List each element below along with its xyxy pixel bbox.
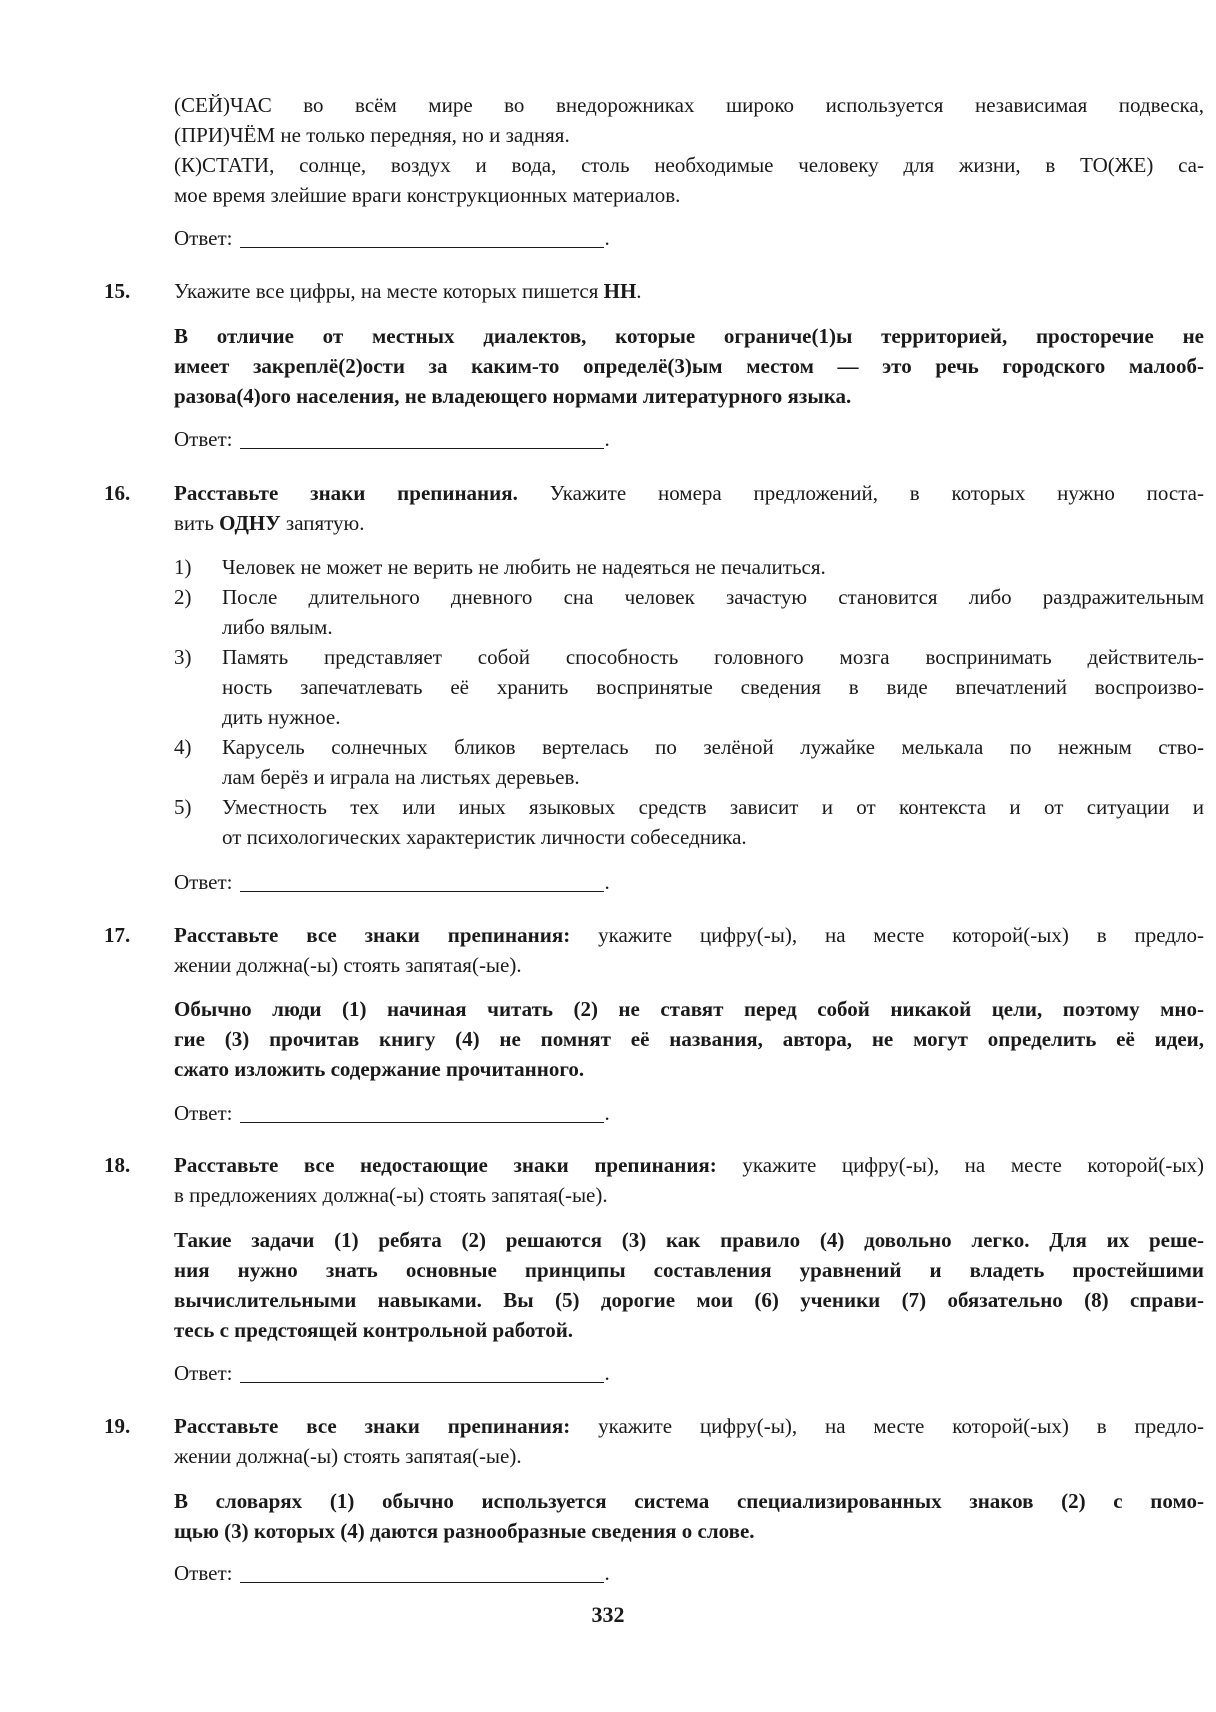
page-number: 332 <box>591 1602 625 1627</box>
task-bold: Расставьте все недостающие знаки препинания: <box>174 1153 717 1177</box>
answer-field[interactable] <box>240 1102 604 1123</box>
answer-field[interactable] <box>240 1362 604 1383</box>
item-3-line-2: ность запечатлевать её хранить воспринятые сведения в виде впечатлений воспроизво- <box>222 675 1204 699</box>
task-bold: ОДНУ <box>219 511 281 535</box>
answer-field[interactable] <box>240 871 604 892</box>
question-15-text-1: В отличие от местных диалектов, которые ограниче(1)ы территорией, просторечие не <box>174 324 1204 348</box>
intro-line-1: (СЕЙ)ЧАС во всём мире во внедорожниках широко используется независимая подвеска, <box>174 93 1204 117</box>
question-18-task-1 <box>174 1150 1204 1180</box>
task-text: укажите цифру(-ы), на месте которой(-ых) <box>716 1153 1204 1177</box>
answer-end: . <box>604 226 610 250</box>
question-16-task-1 <box>174 478 1204 508</box>
answer-label: Ответ: <box>174 427 233 451</box>
task-end: . <box>636 279 642 303</box>
question-19-task-1 <box>174 1411 1204 1441</box>
answer-line-18 <box>174 1358 610 1388</box>
item-5-line-2: от психологических характеристик личности собеседника. <box>222 825 747 849</box>
answer-line-19 <box>174 1558 610 1588</box>
answer-label: Ответ: <box>174 1561 233 1585</box>
question-17-number: 17. <box>104 923 131 947</box>
question-19-task-2: жении должна(-ы) стоять запятая(-ые). <box>174 1444 522 1468</box>
question-17-task-1 <box>174 920 1204 950</box>
item-5-number: 5) <box>174 795 192 819</box>
task-text: вить <box>174 511 220 535</box>
item-2-number: 2) <box>174 585 192 609</box>
item-4-line-2: лам берёз и играла на листьях деревьев. <box>222 765 580 789</box>
answer-end: . <box>604 1361 610 1385</box>
item-2-line-1: После длительного дневного сна человек зачастую становится либо раздражительным <box>222 585 1204 609</box>
answer-field[interactable] <box>240 1562 604 1583</box>
item-3-line-1: Память представляет собой способность головного мозга воспринимать действитель- <box>222 645 1204 669</box>
task-bold: Расставьте все знаки препинания: <box>174 923 571 947</box>
item-1-line-1: Человек не может не верить не любить не надеяться не печалиться. <box>222 555 826 579</box>
task-text: Укажите все цифры, на месте которых пишется <box>174 279 604 303</box>
answer-end: . <box>604 1561 610 1585</box>
answer-line-15 <box>174 424 610 454</box>
item-2-line-2: либо вялым. <box>222 615 333 639</box>
question-17-task-2: жении должна(-ы) стоять запятая(-ые). <box>174 953 522 977</box>
task-bold: НН <box>603 279 637 303</box>
task-bold: Расставьте знаки препинания. <box>174 481 518 505</box>
task-bold: Расставьте все знаки препинания: <box>174 1414 571 1438</box>
answer-label: Ответ: <box>174 870 233 894</box>
answer-label: Ответ: <box>174 1101 233 1125</box>
question-18-text-3: вычислительными навыками. Вы (5) дорогие мои (6) ученики (7) обязательно (8) справи- <box>174 1288 1204 1312</box>
question-16-number: 16. <box>104 481 131 505</box>
question-18-text-2: ния нужно знать основные принципы составления уравнений и владеть простейшими <box>174 1258 1204 1282</box>
question-17-text-2: гие (3) прочитав книгу (4) не помнят её названия, автора, не могут определить её идеи, <box>174 1027 1204 1051</box>
question-18-text-1: Такие задачи (1) ребята (2) решаются (3) как правило (4) довольно легко. Для их реше- <box>174 1228 1204 1252</box>
answer-line-16 <box>174 867 610 897</box>
answer-end: . <box>604 870 610 894</box>
question-16-task-2 <box>174 508 1204 538</box>
question-18-task-2: в предложениях должна(-ы) стоять запятая(-ые). <box>174 1183 608 1207</box>
question-18-number: 18. <box>104 1153 131 1177</box>
task-text: укажите цифру(-ы), на месте которой(-ых) в предло- <box>570 923 1204 947</box>
answer-label: Ответ: <box>174 226 233 250</box>
answer-line-14 <box>174 223 610 253</box>
item-4-number: 4) <box>174 735 192 759</box>
answer-field[interactable] <box>240 227 604 248</box>
intro-line-3: (К)СТАТИ, солнце, воздух и вода, столь необходимые человеку для жизни, в ТО(ЖЕ) са- <box>174 153 1204 177</box>
item-1-number: 1) <box>174 555 192 579</box>
task-text: Укажите номера предложений, в которых нужно поста- <box>517 481 1204 505</box>
item-3-number: 3) <box>174 645 192 669</box>
task-text: укажите цифру(-ы), на месте которой(-ых) в предло- <box>570 1414 1204 1438</box>
task-text: запятую. <box>280 511 365 535</box>
question-15-text-2: имеет закреплё(2)ости за каким-то определё(3)ым местом — это речь городского малооб- <box>174 354 1204 378</box>
question-17-text-1: Обычно люди (1) начиная читать (2) не ставят перед собой никакой цели, поэтому мно- <box>174 997 1204 1021</box>
question-19-text-1: В словарях (1) обычно используется система специализированных знаков (2) с помо- <box>174 1489 1204 1513</box>
question-15-text-3: разова(4)ого населения, не владеющего нормами литературного языка. <box>174 384 852 408</box>
question-18-text-4: тесь с предстоящей контрольной работой. <box>174 1318 574 1342</box>
intro-line-2: (ПРИ)ЧЁМ не только передняя, но и задняя. <box>174 123 570 147</box>
question-17-text-3: сжато изложить содержание прочитанного. <box>174 1057 585 1081</box>
item-5-line-1: Уместность тех или иных языковых средств зависит и от контекста и от ситуации и <box>222 795 1204 819</box>
answer-label: Ответ: <box>174 1361 233 1385</box>
question-19-text-2: щью (3) которых (4) даются разнообразные сведения о слове. <box>174 1519 755 1543</box>
question-19-number: 19. <box>104 1414 131 1438</box>
answer-field[interactable] <box>240 428 604 449</box>
answer-end: . <box>604 427 610 451</box>
intro-line-4: мое время злейшие враги конструкционных материалов. <box>174 183 681 207</box>
item-4-line-1: Карусель солнечных бликов вертелась по зелёной лужайке мелькала по нежным ство- <box>222 735 1204 759</box>
item-3-line-3: дить нужное. <box>222 705 341 729</box>
answer-end: . <box>604 1101 610 1125</box>
question-15-task <box>174 276 1204 306</box>
question-15-number: 15. <box>104 279 131 303</box>
answer-line-17 <box>174 1098 610 1128</box>
